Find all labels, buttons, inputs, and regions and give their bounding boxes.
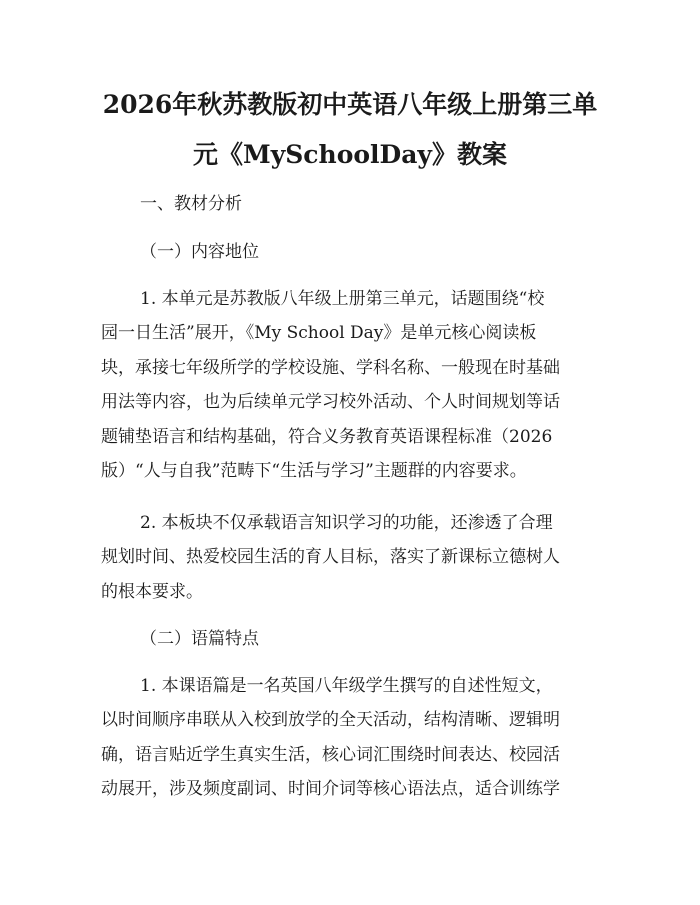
paragraph-line: 确，语言贴近学生真实生活，核心词汇围绕时间表达、校园活 xyxy=(101,745,560,765)
paragraph-line: 用法等内容，也为后续单元学习校外活动、个人时间规划等话 xyxy=(101,392,560,412)
document-title-line-1: 2026年秋苏教版初中英语八年级上册第三单 xyxy=(102,90,598,119)
paragraph-line: 1. 本单元是苏教版八年级上册第三单元，话题围绕“校 xyxy=(140,289,545,309)
subsection-heading-content-position: （一）内容地位 xyxy=(140,242,259,262)
paragraph-line: 版）“人与自我”范畴下“生活与学习”主题群的内容要求。 xyxy=(101,461,527,481)
paragraph-line: 动展开，涉及频度副词、时间介词等核心语法点，适合训练学 xyxy=(101,779,560,799)
paragraph-line: 规划时间、热爱校园生活的育人目标，落实了新课标立德树人 xyxy=(101,547,560,567)
paragraph-line: 块，承接七年级所学的学校设施、学科名称、一般现在时基础 xyxy=(101,358,560,378)
paragraph-line: 的根本要求。 xyxy=(101,582,203,602)
paragraph-line: 题铺垫语言和结构基础，符合义务教育英语课程标准（2026 xyxy=(101,427,553,447)
paragraph-line: 园一日生活”展开，《My School Day》是单元核心阅读板 xyxy=(101,323,537,343)
document-title-line-2: 元《MySchoolDay》教案 xyxy=(193,140,507,169)
subsection-heading-text-features: （二）语篇特点 xyxy=(140,629,259,649)
paragraph-line: 1. 本课语篇是一名英国八年级学生撰写的自述性短文， xyxy=(140,676,553,696)
section-heading-textbook-analysis: 一、教材分析 xyxy=(140,194,242,214)
paragraph-line: 以时间顺序串联从入校到放学的全天活动，结构清晰、逻辑明 xyxy=(101,710,560,730)
paragraph-line: 2. 本板块不仅承载语言知识学习的功能，还渗透了合理 xyxy=(140,513,553,533)
